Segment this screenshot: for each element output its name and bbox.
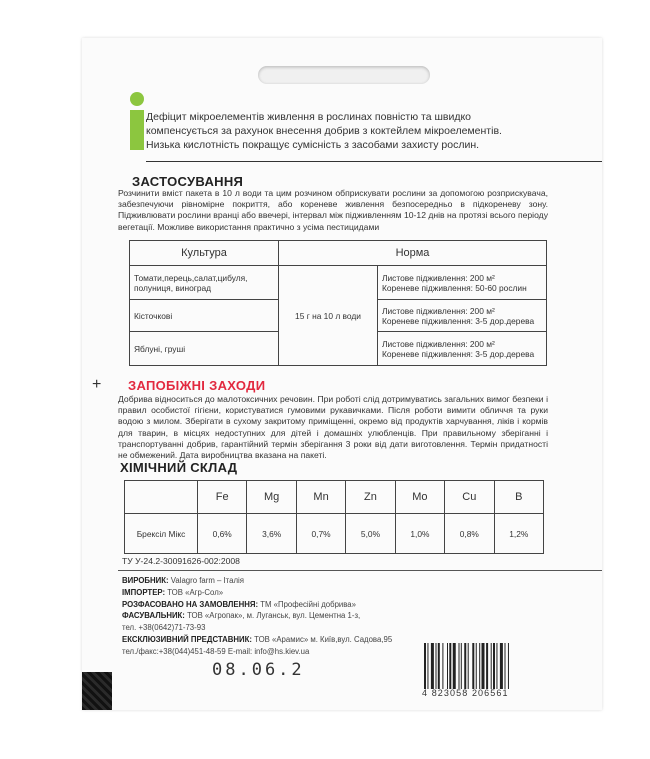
intro-line: Дефіцит мікроелементів живлення в рослинах повністю та швидко — [146, 111, 471, 123]
culture-cell: Томати,перець,салат,цибуля, полуниця, виноград — [130, 266, 279, 300]
element-value: 0,6% — [198, 514, 247, 554]
element-value: 3,6% — [247, 514, 296, 554]
leaf-norm: Листове підживлення: 200 м² — [382, 305, 495, 316]
leaf-norm: Листове підживлення: 200 м² — [382, 272, 495, 283]
col-culture: Культура — [130, 241, 279, 266]
rep: ТОВ «Арамис» м. Київ,вул. Садова,95 — [254, 634, 393, 644]
divider — [146, 161, 602, 162]
culture-cell: Кісточкові — [130, 300, 279, 332]
element-value: 1,0% — [395, 514, 444, 554]
element-value: 5,0% — [346, 514, 395, 554]
norm-cell — [378, 266, 547, 300]
chem-table — [124, 480, 544, 554]
precautions-title: ЗАПОБІЖНІ ЗАХОДИ — [128, 378, 266, 393]
precautions-text: Добрива відноситься до малотоксичних речовин. При роботі слід дотримуватись загальних вимог безпеки і правил особистої гігієни, користуватися гумовими рукавичками. Після роботи вимити обличчя та руки водою з милом. Зберігати в сухому закритому приміщенні, окремо від продуктів харчування, ліків і кормів для тварин, в місцях недоступних для дітей і домашніх улюбленців. При правильному зберіганні і транспортуванні добрив, гарантійний термін зберігання 3 роки від дати виготовлення. Термін придатності не обмежений. Дата виробництва вказана на пакеті. — [118, 394, 548, 461]
production-date: 08.06.2 — [212, 660, 305, 680]
dose-cell: 15 г на 10 л води — [279, 266, 378, 366]
element-header: Zn — [346, 481, 395, 514]
divider — [118, 570, 602, 571]
col-norm: Норма — [279, 241, 547, 266]
culture-cell: Яблуні, груші — [130, 332, 279, 366]
usage-text: Розчинити вміст пакета в 10 л води та цим розчином обприскувати рослини за допомогою розприскувача, забезпечуючи рівномірне покриття, або кореневе живлення безпосередньо в підкореневу зону. Підживлювати рослини вранці або ввечері, інтервал між підживленням 10-12 днів на протязі всього періоду вегетації. Можливе використання практично з усіма пестицидами — [118, 188, 548, 232]
packer-tel: тел. +38(0642)71-73-93 — [122, 623, 206, 633]
element-header: Cu — [445, 481, 494, 514]
element-header: B — [494, 481, 543, 514]
root-norm: Кореневе підживлення: 3-5 дор.дерева — [382, 348, 535, 359]
leaf-norm: Листове підживлення: 200 м² — [382, 338, 495, 349]
barcode — [422, 643, 542, 689]
element-value: 0,8% — [445, 514, 494, 554]
element-value: 1,2% — [494, 514, 543, 554]
element-header: Mg — [247, 481, 296, 514]
chem-corner — [125, 481, 198, 514]
intro-text — [146, 110, 566, 152]
tu-code: ТУ У-24.2-30091626-002:2008 — [122, 556, 240, 566]
rep-label: ЕКСКЛЮЗИВНИЙ ПРЕДСТАВНИК: — [122, 634, 252, 644]
usage-title: ЗАСТОСУВАННЯ — [132, 174, 244, 189]
root-norm: Кореневе підживлення: 3-5 дор.дерева — [382, 315, 535, 326]
black-strip — [82, 672, 112, 710]
element-header: Mo — [395, 481, 444, 514]
root-norm: Кореневе підживлення: 50-60 рослин — [382, 282, 527, 293]
element-header: Fe — [198, 481, 247, 514]
product-name: Брексіл Мікс — [125, 514, 198, 554]
maker-label: ВИРОБНИК: — [122, 576, 169, 585]
hang-hole — [258, 66, 430, 84]
rep-tel: тел./факс:+38(044)451-48-59 E-mail: info@hs.kiev.ua — [122, 646, 310, 656]
maker: Valagro farm – Італія — [170, 576, 244, 585]
ordered-label: РОЗФАСОВАНО НА ЗАМОВЛЕННЯ: — [122, 599, 259, 609]
barcode-number: 4 823058 206561 — [422, 688, 509, 698]
packer-label: ФАСУВАЛЬНИК: — [122, 611, 185, 621]
registration-mark: + — [92, 376, 102, 393]
ordered: ТМ «Професійні добрива» — [260, 599, 356, 609]
importer-label: ІМПОРТЕР: — [122, 587, 166, 597]
element-value: 0,7% — [296, 514, 345, 554]
intro-line: Низька кислотність покращує сумісність з засобами захисту рослин. — [146, 139, 480, 151]
intro-line: компенсується за рахунок внесення добрив з коктейлем мікроелементів. — [146, 125, 502, 137]
norm-cell — [378, 300, 547, 332]
contacts — [122, 575, 462, 658]
importer: ТОВ «Агр-Сол» — [167, 587, 224, 597]
chem-title: ХІМІЧНИЙ СКЛАД — [120, 460, 238, 475]
packer: ТОВ «Агропак», м. Луганськ, вул. Цементна 1-з, — [187, 611, 361, 621]
norm-table — [129, 240, 547, 366]
norm-cell — [378, 332, 547, 366]
element-header: Mn — [296, 481, 345, 514]
packet — [82, 38, 602, 710]
